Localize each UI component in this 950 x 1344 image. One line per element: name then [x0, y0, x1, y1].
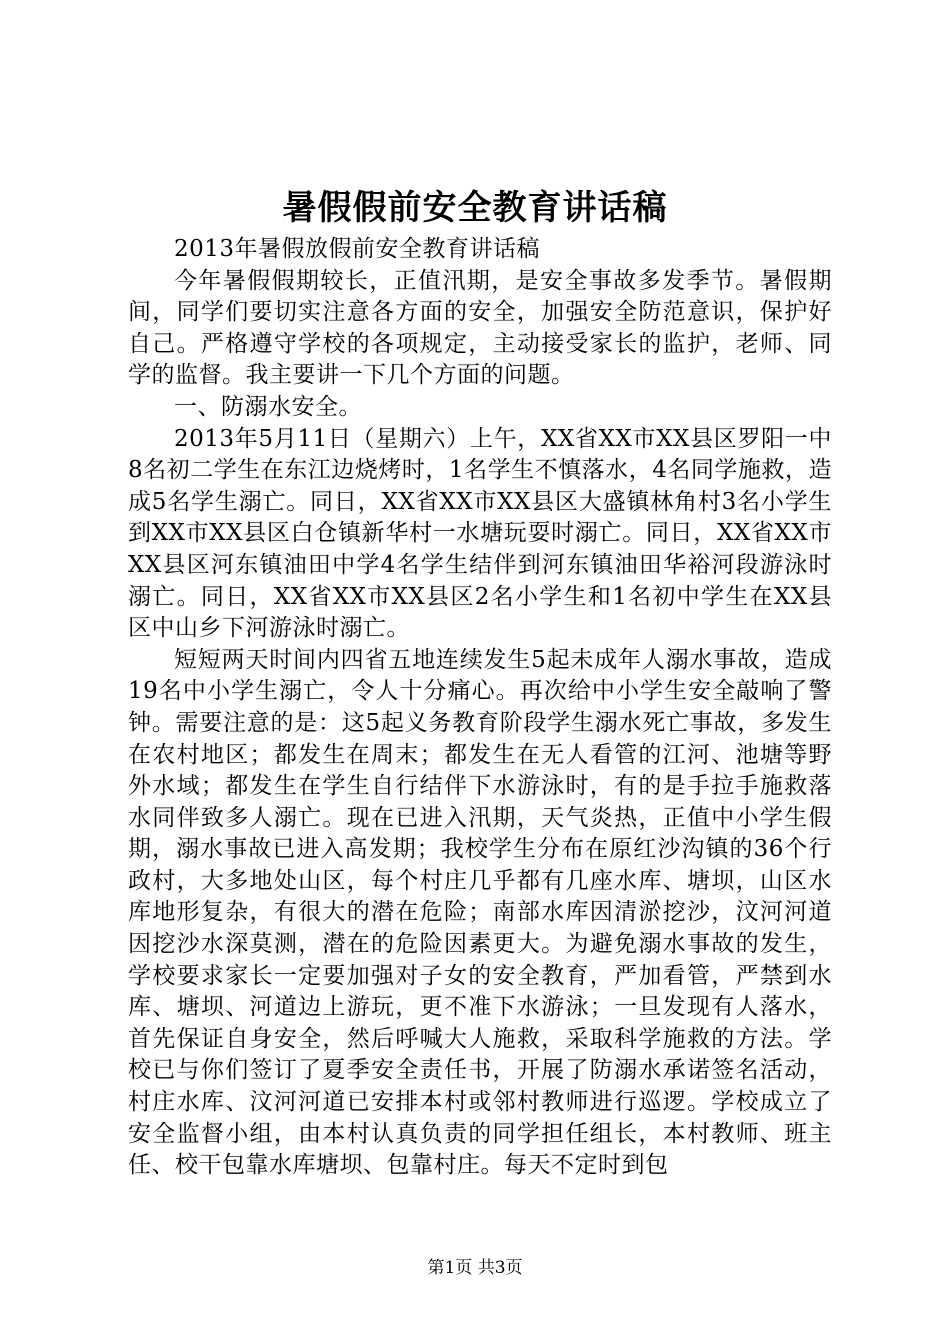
subtitle-paragraph: 2013年暑假放假前安全教育讲话稿 [174, 236, 541, 262]
document-body [128, 234, 832, 1182]
document-title: 暑假假前安全教育讲话稿 [282, 188, 668, 228]
incident-paragraph: 2013年5月11日（星期六）上午，XX省XX市XX县区罗阳一中8名初二学生在东江边烧烤时，1名学生不慎落水，4名同学施救，造成5名学生溺亡。同日，XX省XX市XX县区大盛镇林角村3名小学生到XX市XX县区白仓镇新华村一水塘玩耍时溺亡。同日，XX省XX市XX县区河东镇油田中学4名学生结伴到河东镇油田华裕河段游泳时溺亡。同日，XX省XX市XX县区2名小学生和1名初中学生在XX县区中山乡下河游泳时溺亡。 [128, 425, 832, 642]
page-footer: 第1页 共3页 [427, 1258, 523, 1278]
intro-paragraph: 今年暑假假期较长，正值汛期，是安全事故多发季节。暑假期间，同学们要切实注意各方面的安全，加强安全防范意识，保护好自己。严格遵守学校的各项规定，主动接受家长的监护，老师、同学的监督。我主要讲一下几个方面的问题。 [128, 267, 832, 389]
section-heading-drowning: 一、防溺水安全。 [174, 393, 362, 420]
analysis-paragraph: 短短两天时间内四省五地连续发生5起未成年人溺水事故，造成19名中小学生溺亡，令人十分痛心。再次给中小学生安全敲响了警钟。需要注意的是：这5起义务教育阶段学生溺水死亡事故，多发生在农村地区；都发生在周末；都发生在无人看管的江河、池塘等野外水域；都发生在学生自行结伴下水游泳时，有的是手拉手施救落水同伴致多人溺亡。现在已进入汛期，天气炎热，正值中小学生假期，溺水事故已进入高发期；我校学生分布在原红沙沟镇的36个行政村，大多地处山区，每个村庄几乎都有几座水库、塘坝，山区水库地形复杂，有很大的潜在危险；南部水库因清淤挖沙，汶河河道因挖沙水深莫测，潜在的危险因素更大。为避免溺水事故的发生，学校要求家长一定要加强对子女的安全教育，严加看管，严禁到水库、塘坝、河道边上游玩，更不准下水游泳；一旦发现有人落水，首先保证自身安全，然后呼喊大人施救，采取科学施救的方法。学校已与你们签订了夏季安全责任书，开展了防溺水承诺签名活动，村庄水库、汶河河道已安排本村或邻村教师进行巡逻。学校成立了安全监督小组，由本村认真负责的同学担任组长，本村教师、班主任、校干包靠水库塘坝、包靠村庄。每天不定时到包 [128, 646, 832, 1179]
